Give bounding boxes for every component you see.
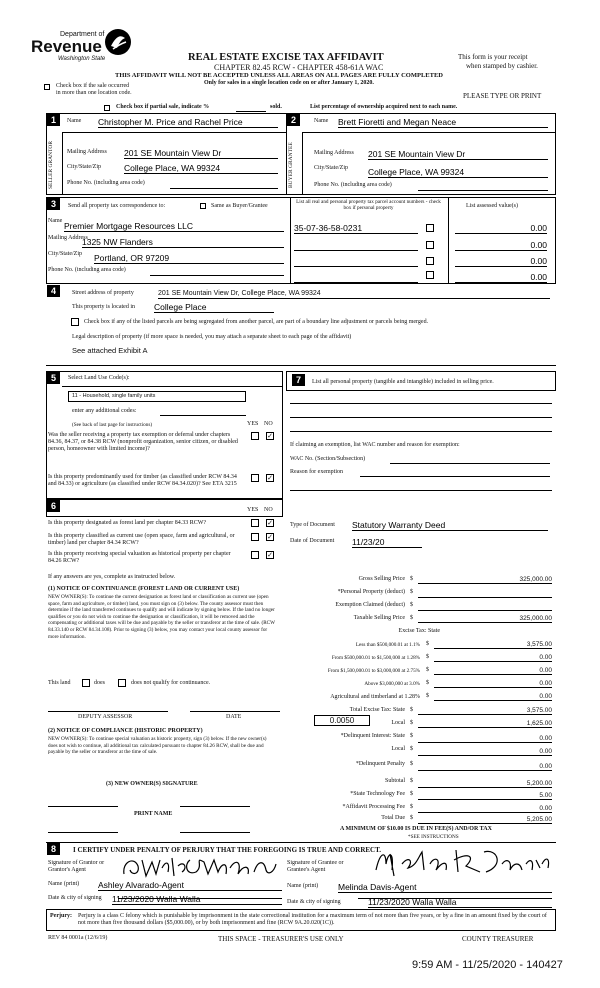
agricultural-rate-label: Agricultural and timberland at 1.28% — [330, 694, 420, 700]
new-owner-signature-2[interactable] — [180, 806, 250, 807]
personal-property-checkbox-2[interactable] — [426, 241, 434, 249]
new-owner-print-name-1[interactable] — [48, 832, 118, 833]
street-address-label: Street address of property — [72, 290, 134, 296]
land-use-code-field[interactable]: 11 - Household, single family units — [68, 391, 246, 402]
multi-location-label-2: in more than one location code. — [56, 90, 132, 96]
correspondence-city-label: City/State/Zip — [48, 251, 82, 257]
seller-name-label: Name — [67, 118, 82, 124]
current-use-no-checkbox[interactable]: ✓ — [267, 533, 273, 541]
seller-city-label: City/State/Zip — [67, 164, 101, 170]
buyer-name-field[interactable]: Brett Fioretti and Megan Neace — [338, 117, 548, 128]
document-type-field[interactable]: Statutory Warranty Deed — [352, 520, 548, 531]
new-owner-signature-1[interactable] — [48, 806, 118, 807]
buyer-address-label: Mailing Address — [314, 150, 354, 156]
this-land-label: This land — [48, 680, 71, 686]
personal-property-deduct-value[interactable] — [418, 589, 552, 598]
section-4-number: 4 — [47, 285, 60, 297]
document-date-label: Date of Document — [290, 538, 335, 544]
assessed-value-label: List assessed value(s) — [466, 203, 518, 209]
parcel-list-label: List all real and personal property tax parcel account numbers - check box if personal property — [296, 199, 441, 211]
local-rate-field[interactable]: 0.0050 — [314, 715, 370, 726]
assessed-value-4[interactable]: 0.00 — [455, 272, 547, 283]
technology-fee-value[interactable]: 5.00 — [418, 792, 552, 800]
grantee-print-name-field[interactable]: Melinda Davis-Agent — [338, 882, 552, 893]
correspondence-label: Send all property tax correspondence to: — [68, 203, 166, 209]
wac-number-label: WAC No. (Section/Subsection) — [290, 456, 366, 462]
buyer-phone-label: Phone No. (including area code) — [314, 182, 392, 188]
located-in-field[interactable]: College Place — [154, 302, 274, 313]
grantor-signature-icon — [118, 852, 283, 880]
segregated-checkbox[interactable] — [71, 318, 79, 326]
historic-question: Is this property receiving special valuation as historical property per chapter 84.26 RCW? — [48, 551, 231, 564]
local-tax-value[interactable]: 1,625.00 — [418, 720, 552, 728]
buyer-phone-field[interactable] — [418, 190, 548, 191]
personal-property-checkbox-1[interactable] — [426, 224, 434, 232]
total-excise-state-label: Total Excise Tax: State — [349, 707, 405, 713]
grantee-print-name-label: Name (print) — [287, 883, 319, 889]
wac-number-field[interactable] — [390, 463, 550, 464]
correspondence-phone-label: Phone No. (including area code) — [48, 267, 126, 273]
correspondence-address-label: Mailing Address — [48, 235, 88, 241]
land-does-checkbox[interactable] — [82, 679, 90, 687]
grantor-signature-label: Signature of Grantor or Grantor's Agent — [48, 860, 105, 873]
county-treasurer-label: COUNTY TREASURER — [462, 935, 534, 943]
historic-yes-checkbox[interactable] — [251, 551, 259, 559]
certify-statement: I CERTIFY UNDER PENALTY OF PERJURY THAT THE FOREGOING IS TRUE AND CORRECT. — [73, 846, 382, 854]
timber-yes-checkbox[interactable] — [251, 474, 259, 482]
sold-label: sold. — [270, 104, 282, 110]
form-subtitle: CHAPTER 82.45 RCW - CHAPTER 458-61A WAC — [214, 63, 384, 72]
grantor-date-label: Date & city of signing — [48, 895, 102, 901]
exemption-reason-field[interactable] — [360, 476, 550, 477]
s6-yes-header: YES — [247, 507, 259, 513]
seller-grantor-label: SELLER GRANTOR — [48, 140, 54, 190]
partial-sale-checkbox[interactable] — [104, 105, 110, 111]
correspondence-phone-field[interactable] — [150, 275, 284, 276]
seller-name-field[interactable]: Christopher M. Price and Rachel Price — [98, 117, 278, 128]
perjury-text: Perjury is a class C felony which is punishable by imprisonment in the state correctional institution for a maximum term of not more than five years, or by a fine in an amount fixed by the court of not more than five thousand dollars ($5,000.00), or by both imprisonment and fine (RCW 9A.20.020(1C)). — [78, 913, 547, 926]
subtotal-value[interactable]: 5,200.00 — [418, 780, 552, 788]
multi-location-checkbox[interactable] — [44, 84, 50, 90]
delinquent-penalty-value[interactable]: 0.00 — [418, 763, 552, 771]
same-as-buyer-label: Same as Buyer/Grantee — [211, 203, 268, 209]
agricultural-rate-value[interactable]: 0.00 — [434, 693, 552, 701]
buyer-city-field[interactable]: College Place, WA 99324 — [368, 167, 548, 178]
taxable-selling-price-label: Taxable Selling Price — [353, 615, 405, 621]
perjury-label: Perjury: — [50, 913, 72, 919]
assessed-value-3[interactable]: 0.00 — [455, 256, 547, 267]
delinquent-interest-local-label: Local — [391, 746, 405, 752]
rate-tier-1-value[interactable]: 3,575.00 — [434, 641, 552, 649]
compliance-title: (2) NOTICE OF COMPLIANCE (HISTORIC PROPERTY) — [48, 728, 203, 734]
section-3-number: 3 — [47, 198, 60, 210]
land-does-label: does — [94, 680, 105, 686]
grantee-signature-label: Signature of Grantee or Grantee's Agent — [287, 860, 344, 873]
delinquent-interest-state-value[interactable]: 0.00 — [418, 735, 552, 743]
land-does-not-checkbox[interactable] — [118, 679, 126, 687]
type-or-print: PLEASE TYPE OR PRINT — [463, 92, 542, 100]
buyer-name-label: Name — [314, 118, 329, 124]
grantor-date-field[interactable]: 11/23/2020 Walla Walla — [112, 894, 282, 905]
current-use-question: Is this property classified as current use (open space, farm and agricultural, or timber) land per chapter 84.34 RCW? — [48, 533, 235, 546]
section-1-number: 1 — [47, 114, 60, 126]
form-revision: REV 84 0001a (12/6/19) — [48, 935, 108, 941]
exemption-no-checkbox[interactable]: ✓ — [267, 432, 273, 440]
s6-no-header: NO — [264, 507, 273, 513]
grantee-date-label: Date & city of signing — [287, 899, 341, 905]
exemption-yes-checkbox[interactable] — [251, 432, 259, 440]
if-yes-note: If any answers are yes, complete as instructed below. — [48, 574, 176, 580]
dept-small-text: Department of — [60, 31, 105, 38]
exemption-deduct-value[interactable] — [418, 602, 552, 611]
continuance-title: (1) NOTICE OF CONTINUANCE (FOREST LAND OR CURRENT USE) — [48, 586, 240, 592]
parcel-number-2[interactable] — [294, 240, 418, 251]
rate-tier-3-label: From $1,500,000.01 to $3,000,000 at 2.75% — [327, 668, 420, 674]
delinquent-interest-local-value[interactable]: 0.00 — [418, 748, 552, 756]
timber-no-checkbox[interactable]: ✓ — [267, 474, 273, 482]
same-as-buyer-checkbox[interactable] — [200, 203, 206, 209]
land-use-label: Select Land Use Code(s): — [68, 375, 130, 381]
total-due-label: Total Due — [381, 815, 405, 821]
receipt-text: This form is your receipt — [458, 53, 528, 61]
forest-no-checkbox[interactable]: ✓ — [267, 519, 273, 527]
parcel-number-4[interactable] — [294, 272, 418, 283]
land-does-not-label: does not qualify for continuance. — [131, 680, 211, 686]
seller-city-field[interactable]: College Place, WA 99324 — [124, 163, 278, 174]
assessed-value-1[interactable]: 0.00 — [455, 223, 547, 234]
personal-property-checkbox-4[interactable] — [426, 271, 434, 279]
section-2-number: 2 — [287, 114, 300, 126]
deputy-assessor-signature[interactable] — [48, 711, 168, 712]
forest-yes-checkbox[interactable] — [251, 519, 259, 527]
see-back-note: (See back of last page for instructions) — [72, 422, 153, 428]
grantee-signature-icon — [372, 846, 552, 878]
total-excise-state-value[interactable]: 3,575.00 — [418, 707, 552, 715]
timber-question: Is this property predominantly used for timber (as classified under RCW 84.34 and 84.33) or agriculture (as classified under RCW 84.34.020)? See ETA 3215 — [48, 474, 237, 487]
assessor-date-label: DATE — [226, 714, 242, 720]
form-title: REAL ESTATE EXCISE TAX AFFIDAVIT — [188, 52, 384, 63]
exemption-claim-label: If claiming an exemption, list WAC number and reason for exemption: — [290, 442, 460, 448]
minimum-fee-note: A MINIMUM OF $10.00 IS DUE IN FEE(S) AND/OR TAX — [340, 826, 492, 832]
buyer-grantee-label: BUYER GRANTEE — [288, 142, 294, 188]
grantor-print-name-label: Name (print) — [48, 881, 80, 887]
personal-property-deduct-label: *Personal Property (deduct) — [337, 589, 405, 595]
excise-tax-state-heading: Excise Tax: State — [398, 628, 440, 634]
rate-tier-2-value[interactable]: 0.00 — [434, 654, 552, 662]
print-name-label: PRINT NAME — [134, 811, 173, 817]
delinquent-penalty-label: *Delinquent Penalty — [355, 761, 405, 767]
seller-address-field[interactable]: 201 SE Mountain View Dr — [124, 148, 278, 159]
assessor-date-field[interactable] — [190, 711, 280, 712]
gross-selling-price-label: Gross Selling Price — [358, 576, 405, 582]
assessed-value-2[interactable]: 0.00 — [455, 240, 547, 251]
parcel-number-1[interactable]: 35-07-36-58-0231 — [294, 223, 418, 234]
rate-tier-4-label: Above $3,000,000 at 3.0% — [364, 681, 420, 687]
document-date-field[interactable]: 11/23/20 — [352, 537, 422, 548]
section-6-number: 6 — [47, 500, 60, 512]
grantee-date-field[interactable]: 11/23/2020 Walla Walla — [368, 897, 552, 908]
partial-percent-field[interactable] — [236, 111, 266, 112]
exemption-reason-label: Reason for exemption — [290, 469, 343, 475]
continuance-body: NEW OWNER(S): To continue the current designation as forest land or classification as current use (open space, farm and agriculture, or timber) land, you must sign on (3) below. The county assessor must then determine if the land transferred continues to qualify and will indicate by signing below. If the land no longer qualifies or you do not wish to continue the designation or classification, it will be removed and the compensating or additional taxes will be due and payable by the seller or transferor at the time of sale. (RCW 84.33.140 or RCW 84.34.108). Prior to signing (3) below, you may contact your local county assessor for more information. — [48, 594, 275, 640]
local-tax-label: Local — [391, 720, 405, 726]
personal-property-checkbox-3[interactable] — [426, 257, 434, 265]
gross-selling-price-value[interactable]: 325,000.00 — [418, 576, 552, 584]
exemption-deduct-label: Exemption Claimed (deduct) — [335, 602, 405, 608]
seller-phone-label: Phone No. (including area code) — [67, 180, 145, 186]
see-instructions-note: *SEE INSTRUCTIONS — [408, 834, 459, 840]
recording-timestamp: 9:59 AM - 11/25/2020 - 140427 — [412, 959, 563, 971]
s5-no-header: NO — [264, 421, 273, 427]
receipt-text-2: when stamped by cashier. — [466, 62, 538, 70]
section-5-number: 5 — [47, 372, 60, 384]
forest-land-question: Is this property designated as forest land per chapter 84.33 RCW? — [48, 520, 207, 526]
partial-sale-label: Check box if partial sale, indicate % — [116, 104, 210, 110]
multi-location-label: Check box if the sale occurred — [56, 83, 130, 89]
form-warning-2: Only for sales in a single location code on or after January 1, 2020. — [204, 80, 374, 86]
processing-fee-value[interactable]: 0.00 — [418, 805, 552, 813]
additional-codes-label: enter any additional codes: — [72, 408, 137, 414]
correspondence-city-field[interactable]: Portland, OR 97209 — [94, 253, 284, 264]
treasurer-use-note: THIS SPACE - TREASURER'S USE ONLY — [218, 935, 344, 943]
legal-description-label: Legal description of property (if more space is needed, you may attach a separate sheet to each page of the affidavit) — [72, 334, 352, 340]
dept-state: Washington State — [58, 56, 106, 62]
processing-fee-label: *Affidavit Processing Fee — [342, 804, 405, 810]
form-warning: THIS AFFIDAVIT WILL NOT BE ACCEPTED UNLESS ALL AREAS ON ALL PAGES ARE FULLY COMPLETED — [115, 72, 443, 79]
street-address-field[interactable]: 201 SE Mountain View Dr, College Place, WA 99324 — [158, 289, 550, 299]
compliance-body: NEW OWNER(S): To continue special valuation as historic property, sign (3) below. If the new owner(s) does not wish to continue, all additional tax calculated pursuant to chapter 84.26 RCW, shall be due and payable by the seller or transferor at the time of sale. — [48, 736, 267, 756]
technology-fee-label: *State Technology Fee — [350, 791, 405, 797]
grantor-print-name-field[interactable]: Ashley Alvarado-Agent — [98, 880, 282, 891]
segregated-label: Check box if any of the listed parcels are being segregated from another parcel, are part of a boundary line adjustment or parcels being merged. — [84, 319, 429, 325]
correspondence-name-label: Name — [48, 218, 63, 224]
ownership-note: List percentage of ownership acquired next to each name. — [310, 104, 458, 110]
located-in-label: This property is located in — [72, 304, 135, 310]
buyer-city-label: City/State/Zip — [314, 165, 348, 171]
legal-description-field[interactable]: See attached Exhibit A — [72, 346, 148, 355]
wa-logo-icon — [104, 28, 132, 56]
exemption-question: Was the seller receiving a property tax exemption or deferral under chapters 84.36, 84.37, or 84.38 RCW (nonprofit organization, senior citizen, or disabled person, homeowner with limited income)? — [48, 432, 238, 452]
seller-address-label: Mailing Address — [67, 149, 107, 155]
rate-tier-3-value[interactable]: 0.00 — [434, 667, 552, 675]
total-due-value[interactable]: 5,205.00 — [418, 816, 552, 824]
taxable-selling-price-value[interactable]: 325,000.00 — [418, 615, 552, 623]
section-7-number: 7 — [292, 374, 305, 386]
new-owner-print-name-2[interactable] — [180, 832, 250, 833]
correspondence-name-field[interactable]: Premier Mortgage Resources LLC — [64, 221, 284, 232]
subtotal-label: Subtotal — [384, 778, 405, 784]
parcel-number-3[interactable] — [294, 256, 418, 267]
current-use-yes-checkbox[interactable] — [251, 533, 259, 541]
rate-tier-2-label: From $500,000.01 to $1,500,000 at 1.28% — [331, 655, 420, 661]
deputy-assessor-label: DEPUTY ASSESSOR — [78, 714, 133, 720]
buyer-address-field[interactable]: 201 SE Mountain View Dr — [368, 149, 548, 160]
historic-no-checkbox[interactable]: ✓ — [267, 551, 273, 559]
correspondence-address-field[interactable]: 1325 NW Flanders — [82, 237, 284, 248]
document-type-label: Type of Document — [290, 522, 335, 528]
new-owner-signature-title: (3) NEW OWNER(S) SIGNATURE — [106, 781, 198, 787]
seller-phone-field[interactable] — [170, 188, 278, 189]
rate-tier-1-label: Less than $500,000.01 at 1.1% — [355, 642, 420, 648]
section-8-number: 8 — [47, 843, 60, 855]
dept-name: Revenue — [31, 37, 102, 56]
personal-property-label: List all personal property (tangible and intangible) included in selling price. — [312, 379, 494, 385]
additional-codes-field[interactable] — [160, 415, 246, 416]
delinquent-interest-state-label: *Delinquent Interest: State — [340, 733, 405, 739]
s5-yes-header: YES — [247, 421, 259, 427]
rate-tier-4-value[interactable]: 0.00 — [434, 680, 552, 688]
